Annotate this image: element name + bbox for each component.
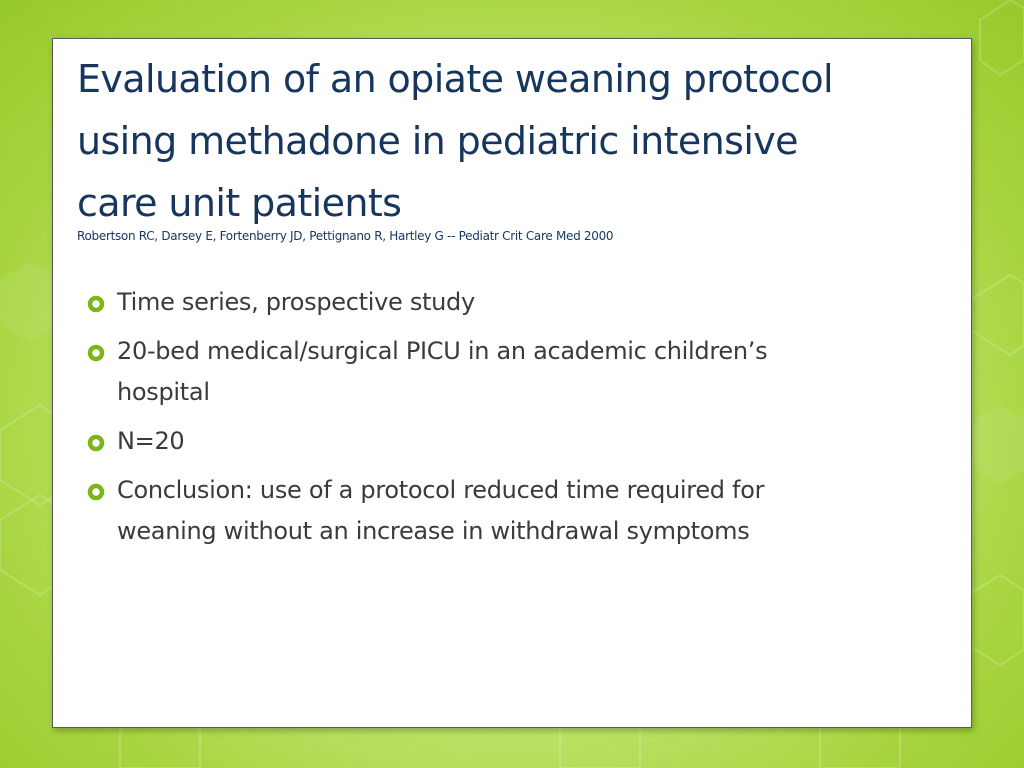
bullet-item bbox=[84, 282, 784, 323]
bullet-text: 20-bed medical/surgical PICU in an academic children’s hospital bbox=[117, 337, 768, 406]
slide-title: Evaluation of an opiate weaning protocol using methadone in pediatric intensive care unit patients bbox=[77, 57, 833, 225]
bullet-item bbox=[84, 470, 784, 552]
bullet-text: N=20 bbox=[117, 427, 185, 455]
bullet-text: Conclusion: use of a protocol reduced time required for weaning without an increase in withdrawal symptoms bbox=[117, 476, 765, 545]
ring-bullet-icon bbox=[87, 434, 105, 452]
ring-bullet-icon bbox=[87, 295, 105, 313]
citation: Robertson RC, Darsey E, Fortenberry JD, Pettignano R, Hartley G -- Pediatr Crit Care Med 2000 bbox=[77, 229, 614, 243]
bullet-list bbox=[84, 282, 784, 560]
bullet-item bbox=[84, 331, 784, 413]
bullet-text: Time series, prospective study bbox=[117, 288, 475, 316]
bullet-item bbox=[84, 421, 784, 462]
ring-bullet-icon bbox=[87, 483, 105, 501]
ring-bullet-icon bbox=[87, 344, 105, 362]
